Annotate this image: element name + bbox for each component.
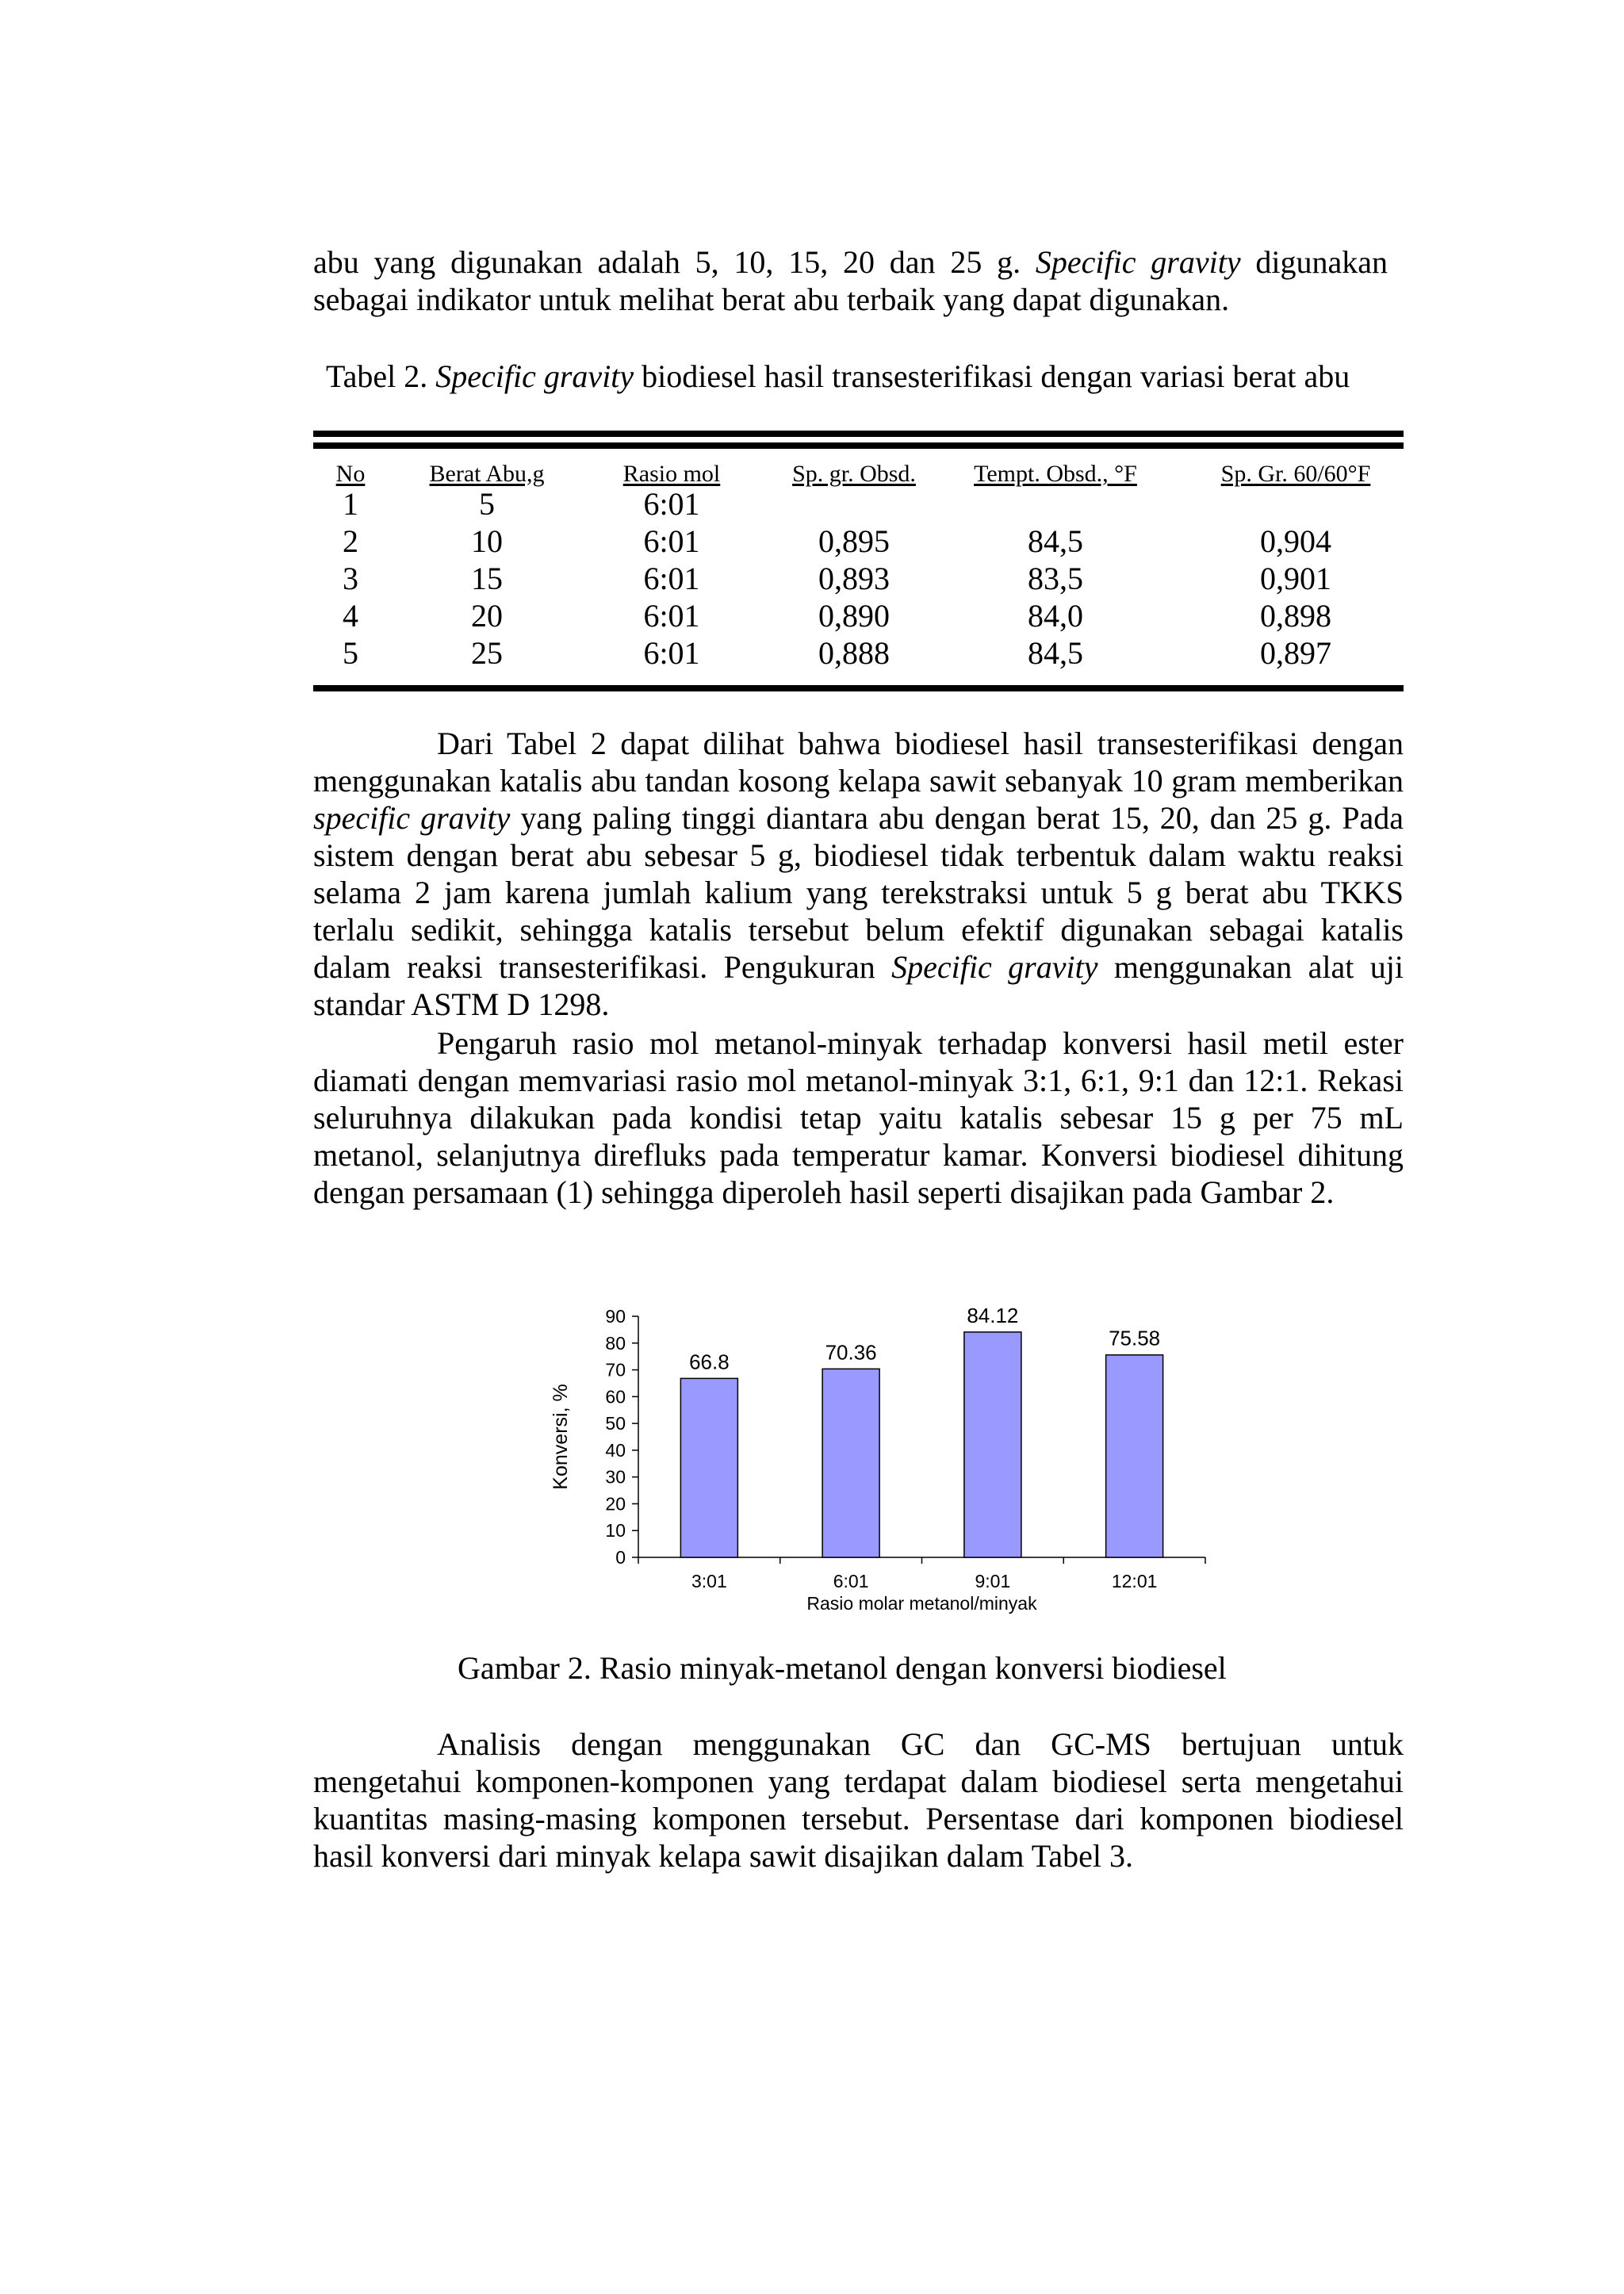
table-header-rasio: Rasio mol bbox=[622, 461, 721, 487]
table-cell: 3 bbox=[343, 561, 358, 596]
table-cell: 6:01 bbox=[643, 561, 700, 596]
para1-text-b: yang paling tinggi diantara abu dengan berat 15, 20, dan 25 g. Pada sistem dengan berat abu sebesar 5 g, biodiesel tidak terbentuk dalam waktu reaksi selama 2 jam karena jumlah kalium yang terekstraksi untuk 5 g berat abu TKKS terlalu sedikit, sehingga katalis tersebut belum efektif digunakan sebagai katalis dalam reaksi transesterifikasi. Pengukuran bbox=[313, 800, 1404, 985]
y-tick-label: 30 bbox=[605, 1466, 626, 1488]
table-cell: 6:01 bbox=[643, 486, 700, 522]
table-cell: 4 bbox=[343, 598, 358, 634]
table-cell: 6:01 bbox=[643, 635, 700, 671]
bar-value-label: 84.12 bbox=[967, 1303, 1019, 1327]
bar-value-label: 70.36 bbox=[825, 1340, 877, 1365]
table-cell: 0,890 bbox=[818, 598, 890, 634]
table-cell: 5 bbox=[479, 486, 495, 522]
intro-term: Specific gravity bbox=[1035, 244, 1241, 280]
table-header-spgr-6060: Sp. Gr. 60/60°F bbox=[1220, 461, 1371, 487]
table-cell: 1 bbox=[343, 486, 358, 522]
y-tick-label: 50 bbox=[605, 1413, 626, 1434]
table-caption-text: biodiesel hasil transesterifikasi dengan variasi berat abu bbox=[634, 358, 1350, 394]
table-cell: 6:01 bbox=[643, 523, 700, 559]
chart-layer bbox=[550, 1304, 1205, 1614]
body-paragraph-2: Pengaruh rasio mol metanol-minyak terhadap konversi hasil metil ester diamati dengan memvariasi rasio mol metanol-minyak 3:1, 6:1, 9:1 dan 12:1. Rekasi seluruhnya dilakukan pada kondisi tetap yaitu katalis sebesar 15 g per 75 mL metanol, selanjutnya direfluks pada temperatur kamar. Konversi biodiesel dihitung dengan persamaan (1) sehingga diperoleh hasil seperti disajikan pada Gambar 2. bbox=[313, 1025, 1404, 1210]
table-header-tempt: Tempt. Obsd., °F bbox=[974, 461, 1137, 487]
body-paragraph-1 bbox=[313, 725, 1404, 1023]
para1-term-2: Specific gravity bbox=[891, 949, 1098, 985]
table-caption-term: Specific gravity bbox=[435, 358, 634, 394]
table-cell: 84,5 bbox=[1028, 635, 1083, 671]
table-cell: 84,5 bbox=[1028, 523, 1083, 559]
y-tick-label: 0 bbox=[615, 1547, 626, 1568]
table-cell: 15 bbox=[471, 561, 503, 596]
table-cell: 84,0 bbox=[1028, 598, 1083, 634]
table-cell: 0,904 bbox=[1260, 523, 1331, 559]
y-tick-label: 10 bbox=[605, 1520, 626, 1541]
table-top-rule-2 bbox=[313, 442, 1404, 449]
bar-value-label: 66.8 bbox=[689, 1350, 730, 1374]
table-header-berat: Berat Abu,g bbox=[429, 461, 545, 487]
table-cell: 10 bbox=[471, 523, 503, 559]
y-tick-label: 20 bbox=[605, 1493, 626, 1515]
y-tick-label: 40 bbox=[605, 1439, 626, 1461]
para1-term-1: specific gravity bbox=[313, 800, 511, 836]
y-tick-label: 80 bbox=[605, 1332, 626, 1354]
table-header-spgr-obsd: Sp. gr. Obsd. bbox=[792, 461, 916, 487]
table-cell: 0,888 bbox=[818, 635, 890, 671]
bar bbox=[964, 1332, 1021, 1557]
x-tick-label: 3:01 bbox=[691, 1571, 727, 1591]
x-axis-label: Rasio molar metanol/minyak bbox=[806, 1593, 1037, 1614]
table-cell: 0,895 bbox=[818, 523, 890, 559]
table-cell: 83,5 bbox=[1028, 561, 1083, 596]
figure-caption: Gambar 2. Rasio minyak-metanol dengan konversi biodiesel bbox=[458, 1650, 1227, 1686]
table-bottom-rule bbox=[313, 685, 1404, 691]
table-cell: 0,893 bbox=[818, 561, 890, 596]
y-tick-label: 70 bbox=[605, 1359, 626, 1381]
table-caption-prefix: Tabel 2. bbox=[326, 358, 436, 394]
bar bbox=[822, 1369, 879, 1557]
table-cell: 2 bbox=[343, 523, 358, 559]
y-tick-label: 90 bbox=[605, 1306, 626, 1327]
y-tick-label: 60 bbox=[605, 1386, 626, 1407]
table-cell: 6:01 bbox=[643, 598, 700, 634]
y-axis-label: Konversi, % bbox=[550, 1384, 572, 1490]
intro-text-a: abu yang digunakan adalah 5, 10, 15, 20 dan 25 g. bbox=[313, 244, 1036, 280]
table-cell: 5 bbox=[343, 635, 358, 671]
x-tick-label: 6:01 bbox=[833, 1571, 869, 1591]
table-cell: 0,898 bbox=[1260, 598, 1331, 634]
bar-value-label: 75.58 bbox=[1109, 1326, 1161, 1350]
intro-paragraph bbox=[313, 243, 1388, 318]
bar bbox=[1106, 1355, 1163, 1557]
x-tick-label: 9:01 bbox=[975, 1571, 1011, 1591]
bar bbox=[680, 1378, 737, 1557]
body-paragraph-3: Analisis dengan menggunakan GC dan GC-MS bertujuan untuk mengetahui komponen-komponen yang terdapat dalam biodiesel serta mengetahui kuantitas masing-masing komponen tersebut. Persentase dari komponen biodiesel hasil konversi dari minyak kelapa sawit disajikan dalam Tabel 3. bbox=[313, 1726, 1404, 1874]
table-cell: 25 bbox=[471, 635, 503, 671]
table-cell: 20 bbox=[471, 598, 503, 634]
table-top-rule-1 bbox=[313, 431, 1404, 437]
table-caption bbox=[326, 358, 1350, 395]
bar-chart bbox=[547, 1300, 1245, 1618]
para1-text-c: menggunakan alat uji standar ASTM D 1298. bbox=[313, 949, 1404, 1022]
intro-text-b: digunakan sebagai indikator untuk melihat berat abu terbaik yang dapat digunakan. bbox=[313, 244, 1388, 317]
table-cell: 0,897 bbox=[1260, 635, 1331, 671]
x-tick-label: 12:01 bbox=[1111, 1571, 1158, 1591]
table-cell: 0,901 bbox=[1260, 561, 1331, 596]
para1-text-a: Dari Tabel 2 dapat dilihat bahwa biodiesel hasil transesterifikasi dengan menggunakan katalis abu tandan kosong kelapa sawit sebanyak 10 gram memberikan bbox=[313, 726, 1404, 798]
table-header-no: No bbox=[335, 461, 366, 487]
